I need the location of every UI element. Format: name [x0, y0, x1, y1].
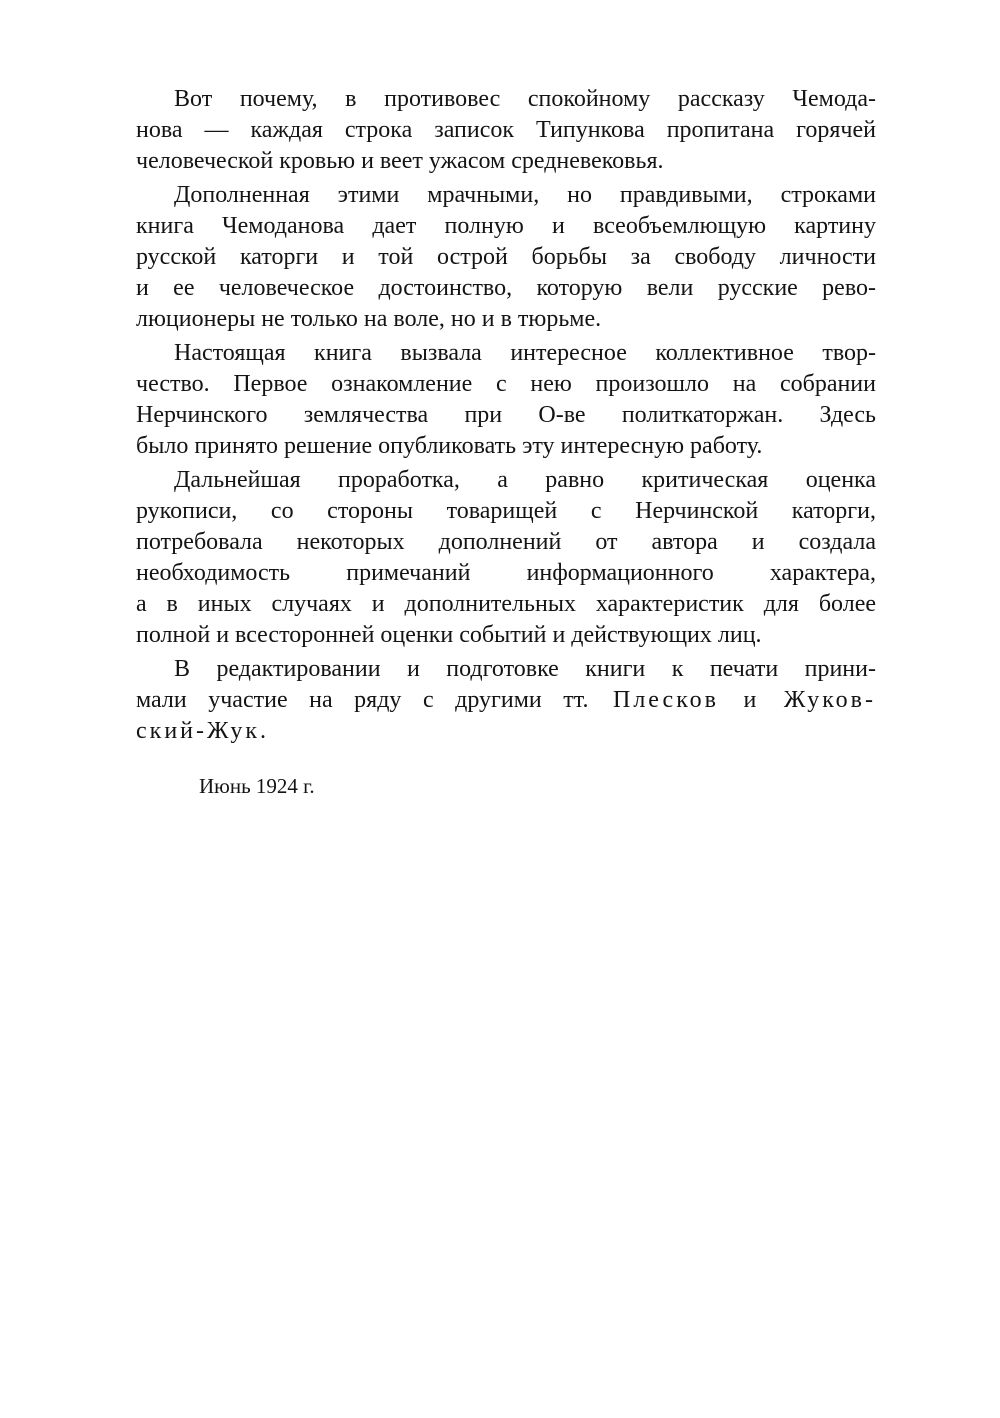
text-line: необходимость примечаний информационного характера,: [136, 560, 876, 586]
text-line: Нерчинского землячества при О-ве политкаторжан. Здесь: [136, 402, 876, 428]
text-line: человеческой кровью и веет ужасом средневековья.: [136, 148, 664, 174]
text-line: было принято решение опубликовать эту интересную работу.: [136, 433, 763, 459]
text-line: нова — каждая строка записок Типункова пропитана горячей: [136, 117, 876, 143]
text-line: рукописи, со стороны товарищей с Нерчинской каторги,: [136, 498, 876, 524]
paragraph-2: [136, 180, 876, 335]
text-line: Дальнейшая проработка, а равно критическая оценка: [174, 467, 876, 493]
text-line: потребовала некоторых дополнений от автора и создала: [136, 529, 876, 555]
text-line: русской каторги и той острой борьбы за свободу личности: [136, 244, 876, 270]
text-line: ский-Жук.: [136, 718, 269, 744]
text-line: Вот почему, в противовес спокойному рассказу Чемода-: [174, 86, 876, 112]
paragraph-4: [136, 465, 876, 651]
text-segment: мали участие на ряду с другими тт.: [136, 687, 589, 713]
text-line: а в иных случаях и дополнительных характеристик для более: [136, 591, 876, 617]
main-text: [136, 84, 876, 750]
date-signature: Июнь 1924 г.: [199, 774, 315, 798]
text-line: книга Чемоданова дает полную и всеобъемлющую картину: [136, 213, 876, 239]
text-line: полной и всесторонней оценки событий и действующих лиц.: [136, 622, 762, 648]
spaced-names: Плесков и Жуков-: [588, 687, 876, 713]
paragraph-1: [136, 84, 876, 177]
text-line: [136, 685, 876, 716]
text-line: В редактировании и подготовке книги к печати прини-: [174, 656, 876, 682]
text-line: Дополненная этими мрачными, но правдивыми, строками: [174, 182, 876, 208]
text-line: люционеры не только на воле, но и в тюрьме.: [136, 306, 602, 332]
paragraph-5: [136, 654, 876, 747]
paragraph-3: [136, 338, 876, 462]
text-line: Настоящая книга вызвала интересное коллективное твор-: [174, 340, 876, 366]
text-line: чество. Первое ознакомление с нею произошло на собрании: [136, 371, 876, 397]
text-line: и ее человеческое достоинство, которую вели русские рево-: [136, 275, 876, 301]
